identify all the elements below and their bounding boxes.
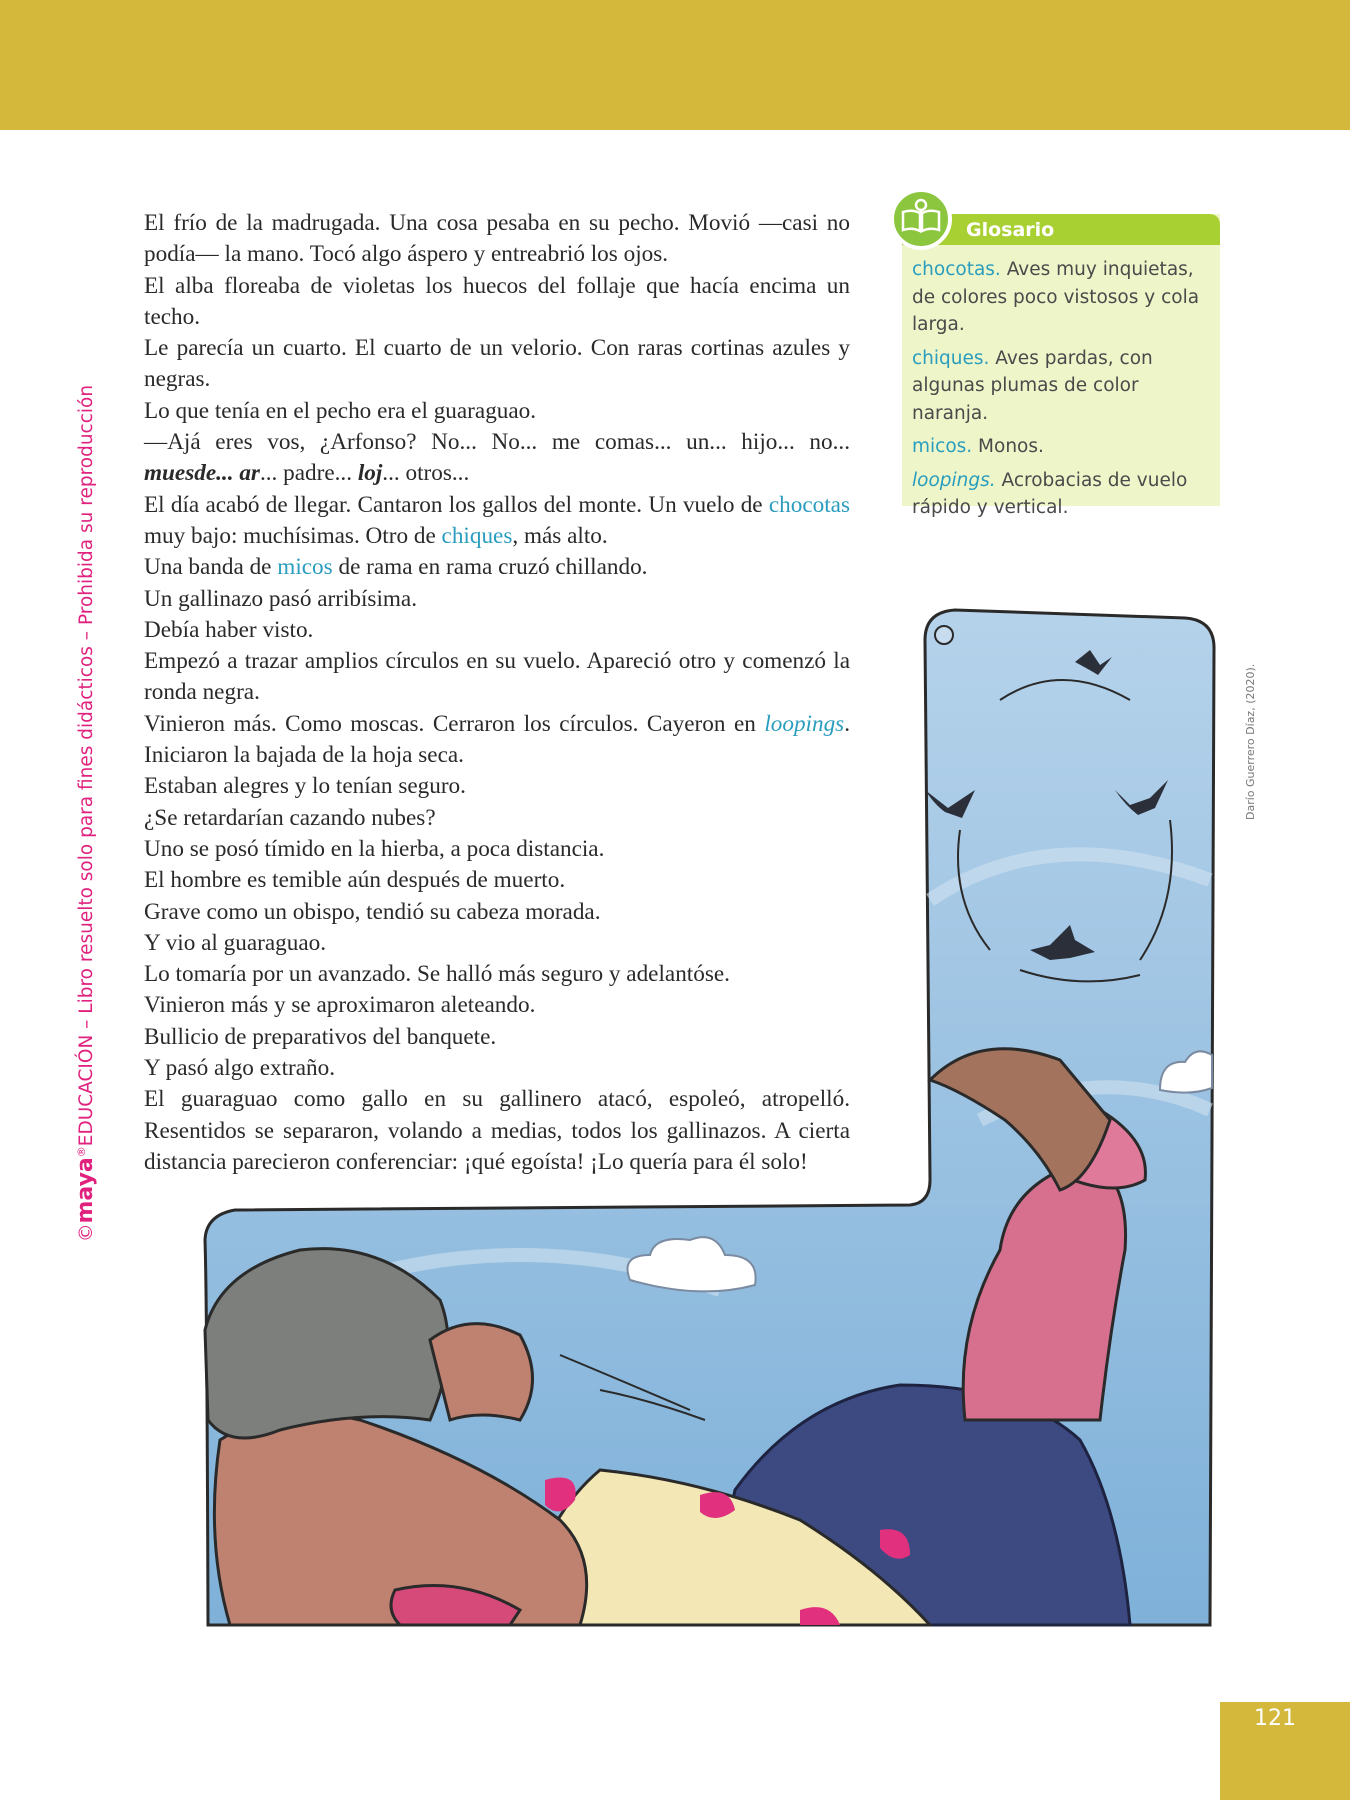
story-line: El guaraguao como gallo en su gallinero atacó, espoleó, atropelló. Resentidos se separaron, volando a medias, todos los gallinazos. A cierta distancia parecieron conferenciar: ¡qué egoísta! ¡Lo quería para él solo! xyxy=(144,1086,850,1175)
glossary-definition: Monos. xyxy=(972,436,1044,457)
story-line: Uno se posó tímido en la hierba, a poca distancia. xyxy=(144,835,605,862)
story-line: Y pasó algo extraño. xyxy=(144,1055,336,1082)
glossary-word-loopings[interactable]: loopings xyxy=(764,710,845,737)
glossary-word-chiques[interactable]: chiques xyxy=(441,522,513,549)
story-fragment: de rama en rama cruzó chillando. xyxy=(332,554,648,581)
story-line: El hombre es temible aún después de muerto. xyxy=(144,867,566,894)
story-fragment: —Ajá eres vos, ¿Arfonso? No... No... me comas... un... hijo... no... xyxy=(144,429,850,456)
story-fragment: Vinieron más. Como moscas. Cerraron los círculos. Cayeron en xyxy=(144,710,765,737)
story-line: Empezó a trazar amplios círculos en su vuelo. Apareció otro y comenzó la ronda negra. xyxy=(144,648,850,706)
story-line: Bullicio de preparativos del banquete. xyxy=(144,1023,497,1050)
story-line: Estaban alegres y lo tenían seguro. xyxy=(144,773,466,800)
illustration-credit: Darío Guerrero Díaz, (2020). xyxy=(1244,663,1257,820)
story-fragment: El día acabó de llegar. Cantaron los gallos del monte. Un vuelo de xyxy=(144,491,769,518)
brand-logo: maya xyxy=(73,1157,99,1224)
story-line: Grave como un obispo, tendió su cabeza morada. xyxy=(144,898,601,925)
glossary-word-micos[interactable]: micos xyxy=(277,554,333,581)
page-number: 121 xyxy=(1254,1706,1296,1731)
story-fragment: loj xyxy=(357,460,383,487)
man-hair xyxy=(205,1249,448,1438)
story-fragment: muesde... ar xyxy=(144,460,260,487)
story-fragment: muy bajo: muchísimas. Otro de xyxy=(144,522,442,549)
story-fragment: . Iniciaron la bajada de la hoja seca. xyxy=(144,710,850,769)
glossary-term: chiques. xyxy=(912,347,990,369)
glossary-definition: Aves pardas, con algunas plumas de color naranja. xyxy=(912,347,1153,424)
registered-mark: ® xyxy=(75,1146,88,1158)
story-line: Debía haber visto. xyxy=(144,616,314,643)
glossary-term: chocotas. xyxy=(912,259,1001,280)
copyright-text: EDUCACIÓN – Libro resuelto solo para fines didácticos – Prohibida su reproducción xyxy=(76,384,98,1147)
story-line: Lo que tenía en el pecho era el guaraguao. xyxy=(144,397,537,424)
thought-bubble xyxy=(935,626,953,644)
story-fragment: Una banda de xyxy=(144,554,278,581)
story-line: El alba floreaba de violetas los huecos del follaje que hacía encima un techo. xyxy=(144,272,850,330)
glossary-term: micos. xyxy=(912,436,973,457)
story-line: ¿Se retardarían cazando nubes? xyxy=(144,804,436,831)
story-line: Le parecía un cuarto. El cuarto de un velorio. Con raras cortinas azules y negras. xyxy=(144,335,850,393)
story-line: Y vio al guaraguao. xyxy=(144,929,327,956)
glossary-word-chocotas[interactable]: chocotas xyxy=(768,491,850,518)
copyright-symbol: © xyxy=(76,1223,98,1242)
story-line: Vinieron más y se aproximaron aleteando. xyxy=(144,992,536,1019)
story-line: Un gallinazo pasó arribísima. xyxy=(144,585,418,612)
glossary-definition: Acrobacias de vuelo rápido y vertical. xyxy=(912,469,1188,518)
glossary-term: loopings. xyxy=(912,469,996,491)
story-fragment: , más alto. xyxy=(512,522,608,549)
story-line: El frío de la madrugada. Una cosa pesaba en su pecho. Movió —casi no podía— la mano. Tocó algo áspero y entreabrió los ojos. xyxy=(144,210,850,268)
man-ear xyxy=(430,1324,533,1420)
glossary-title: Glosario xyxy=(966,219,1055,241)
glossary-definition: Aves muy inquietas, de colores poco vistosos y cola larga. xyxy=(912,259,1200,335)
story-line: Lo tomaría por un avanzado. Se halló más seguro y adelantóse. xyxy=(144,961,730,988)
story-fragment: ... padre... xyxy=(259,460,358,487)
story-fragment: ... otros... xyxy=(382,460,470,487)
